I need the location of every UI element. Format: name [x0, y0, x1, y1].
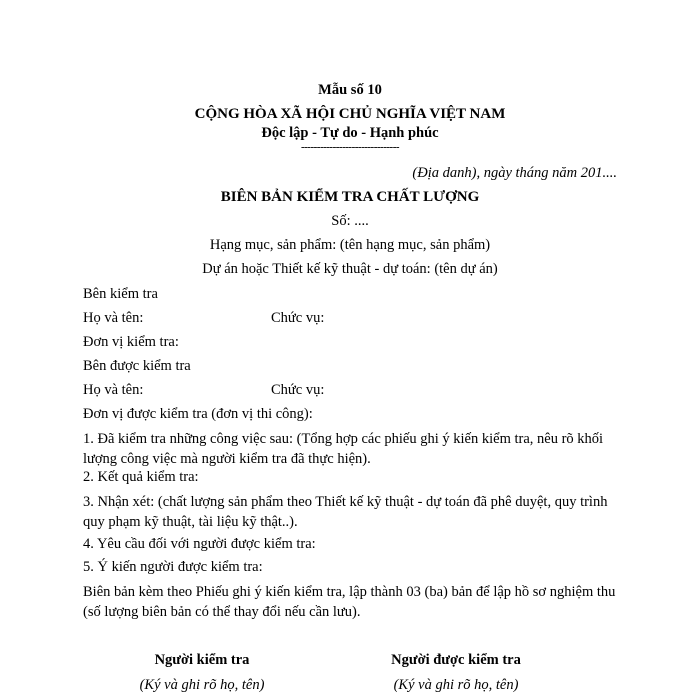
document-title: BIÊN BẢN KIỂM TRA CHẤT LƯỢNG	[220, 189, 480, 205]
inspector-unit-label: Đơn vị kiểm tra:	[83, 334, 179, 350]
attachment-note: Biên bản kèm theo Phiếu ghi ý kiến kiểm tra, lập thành 03 (ba) bản để lập hồ sơ nghiệm thu (số lượng biên bản có thể thay đổi nếu cần lưu).	[83, 584, 616, 620]
date-place: (Địa danh), ngày tháng năm 201....	[412, 165, 617, 181]
inspected-signature-note: (Ký và ghi rõ họ, tên)	[393, 677, 519, 693]
inspector-signature-note: (Ký và ghi rõ họ, tên)	[139, 677, 265, 693]
inspector-name-label: Họ và tên:	[83, 310, 144, 326]
list-item: 5. Ý kiến người được kiểm tra:	[83, 559, 263, 575]
header-divider: -------------------------------	[300, 141, 400, 153]
project-line: Dự án hoặc Thiết kế kỹ thuật - dự toán: (tên dự án)	[202, 261, 498, 277]
list-item: 4. Yêu cầu đối với người được kiểm tra:	[83, 536, 316, 552]
inspector-position-label: Chức vụ:	[271, 310, 325, 326]
list-item: 2. Kết quả kiểm tra:	[83, 469, 199, 485]
inspector-heading: Bên kiểm tra	[83, 286, 158, 302]
inspected-name-label: Họ và tên:	[83, 382, 144, 398]
list-item: 1. Đã kiểm tra những công việc sau: (Tổng hợp các phiếu ghi ý kiến kiểm tra, nêu rõ khối lượng công việc mà người kiểm tra đã thực hiện).	[83, 431, 604, 467]
inspected-position-label: Chức vụ:	[271, 382, 325, 398]
inspected-heading: Bên được kiểm tra	[83, 358, 191, 374]
item-line: Hạng mục, sản phẩm: (tên hạng mục, sản phẩm)	[209, 237, 491, 253]
country-name: CỘNG HÒA XÃ HỘI CHỦ NGHĨA VIỆT NAM	[194, 106, 506, 122]
motto: Độc lập - Tự do - Hạnh phúc	[261, 125, 439, 141]
inspected-unit-label: Đơn vị được kiểm tra (đơn vị thi công):	[83, 406, 313, 422]
list-item: 3. Nhận xét: (chất lượng sản phẩm theo Thiết kế kỹ thuật - dự toán đã phê duyệt, quy trình quy phạm kỹ thuật, tài liệu kỹ thật..).	[83, 494, 608, 530]
form-number: Mẫu số 10	[318, 82, 382, 98]
inspector-signature-title: Người kiểm tra	[154, 652, 250, 668]
document-number: Số: ....	[331, 213, 369, 229]
inspected-signature-title: Người được kiểm tra	[391, 652, 521, 668]
